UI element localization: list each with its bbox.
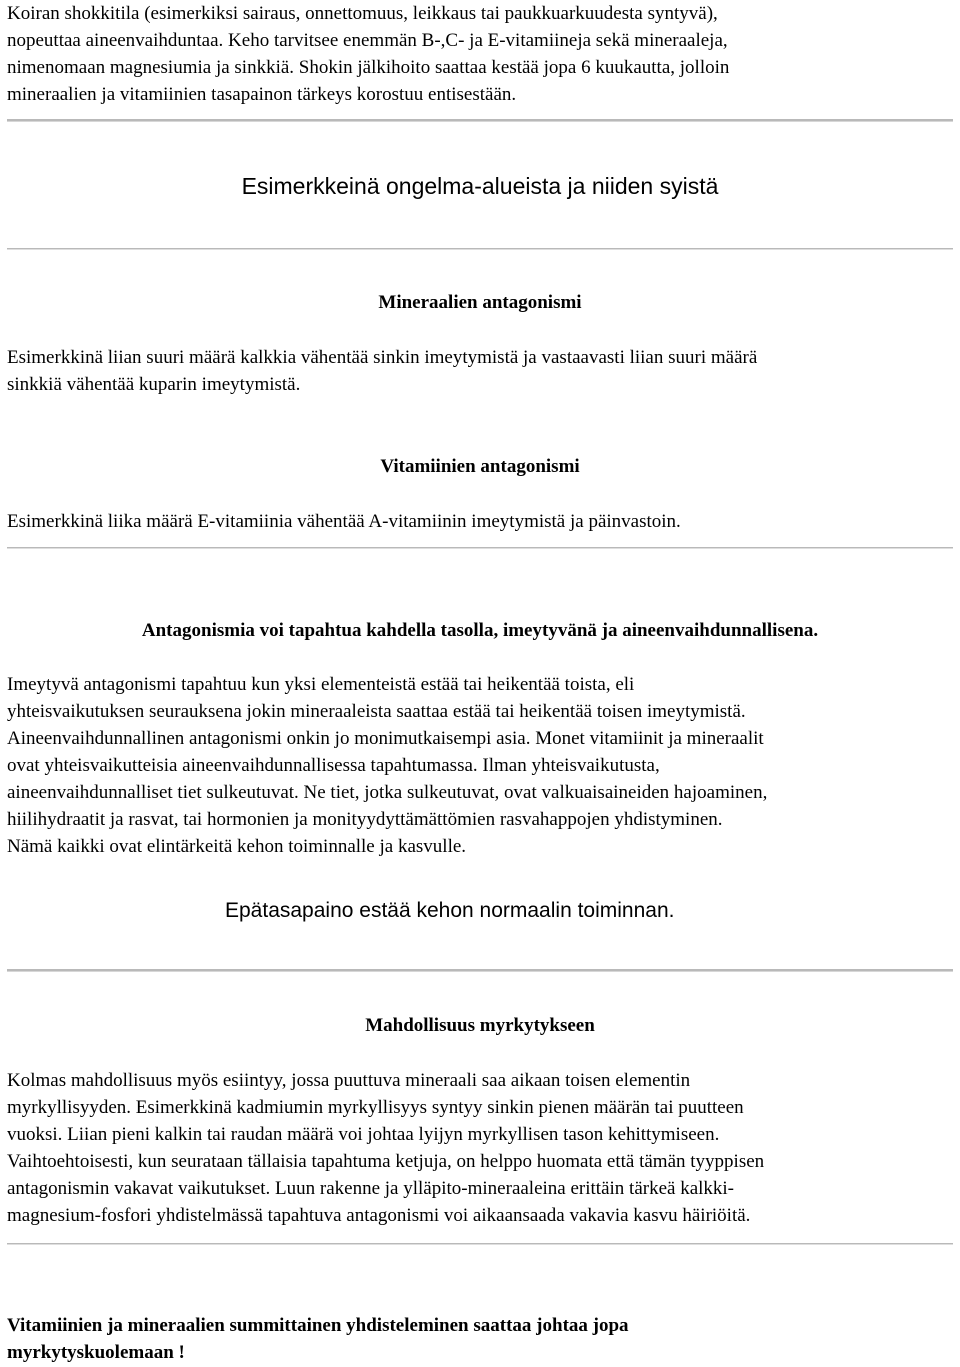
- toxicity-paragraph: Kolmas mahdollisuus myös esiintyy, jossa puuttuva mineraali saa aikaan toisen elementin myrkyllisyyden. Esimerkkinä kadmiumin myrkyllisyys syntyy sinkin pienen määrän tai puutteen vuoksi. Liian pieni kalkin tai raudan määrä voi johtaa lyijyn myrkyllisen tason kehittymiseen. Vaihtoehtoisesti, kun seurataan tällaisia tapahtuma ketjuja, on helppo huomata että tämän tyyppisen antagonismin vakavat vaikutukset. Luun rakenne ja ylläpito-mineraaleina erittäin tärkeä kalkki- magnesium-fosfori yhdistelmässä tapahtuva antagonismi voi aikaansaada vakavia kasvu häiriöitä.: [7, 1070, 765, 1226]
- divider-rule: [7, 1243, 953, 1245]
- vitamins-antagonism-paragraph: Esimerkkinä liika määrä E-vitamiinia vähentää A-vitamiinin imeytymistä ja päinvastoin.: [7, 511, 681, 532]
- divider-rule: [7, 119, 953, 122]
- intro-paragraph: Koiran shokkitila (esimerkiksi sairaus, onnettomuus, leikkaus tai paukkuarkuudesta syntyvä), nopeuttaa aineenvaihduntaa. Keho tarvitsee enemmän B-,C- ja E-vitamiineja sekä mineraaleja, nimenomaan magnesiumia ja sinkkiä. Shokin jälkihoito saattaa kestää jopa 6 kuukautta, jolloin mineraalien ja vitamiinien tasapainon tärkeys korostuu entisestään.: [7, 3, 730, 105]
- divider-rule: [7, 969, 953, 972]
- vitamins-antagonism-heading: Vitamiinien antagonismi: [380, 456, 580, 477]
- divider-rule: [7, 248, 953, 250]
- toxicity-heading: Mahdollisuus myrkytykseen: [365, 1015, 595, 1036]
- antagonism-levels-heading: Antagonismia voi tapahtua kahdella tasolla, imeytyvänä ja aineenvaihdunnallisena.: [141, 620, 819, 641]
- antagonism-levels-paragraph: Imeytyvä antagonismi tapahtuu kun yksi elementeistä estää tai heikentää toista, eli yhteisvaikutuksen seurauksena jokin mineraaleista saattaa estää tai heikentää toisen imeytymistä. Aineenvaihdunnallinen antagonismi onkin jo monimutkaisempi asia. Monet vitamiinit ja mineraalit ovat yhteisvaikutteisia aineenvaihdunnallisessa tapahtumassa. Ilman yhteisvaikutusta, aineenvaihdunnalliset tiet sulkeutuvat. Ne tiet, jotka sulkeutuvat, ovat valkuaisaineiden hajoaminen, hiilihydraatit ja rasvat, tai hormonien ja monityydyttämättömien rasvahappojen yhdistyminen. Nämä kaikki ovat elintärkeitä kehon toiminnalle ja kasvulle.: [7, 674, 768, 857]
- minerals-antagonism-heading: Mineraalien antagonismi: [378, 292, 582, 313]
- closing-warning: Vitamiinien ja mineraalien summittainen yhdisteleminen saattaa johtaa jopa myrkytyskuolemaan !: [7, 1315, 629, 1363]
- divider-rule: [7, 547, 953, 549]
- imbalance-heading: Epätasapaino estää kehon normaalin toiminnan.: [225, 899, 675, 922]
- examples-section-heading: Esimerkkeinä ongelma-alueista ja niiden syistä: [241, 173, 719, 199]
- minerals-antagonism-paragraph: Esimerkkinä liian suuri määrä kalkkia vähentää sinkin imeytymistä ja vastaavasti liian suuri määrä sinkkiä vähentää kuparin imeytymistä.: [7, 347, 758, 395]
